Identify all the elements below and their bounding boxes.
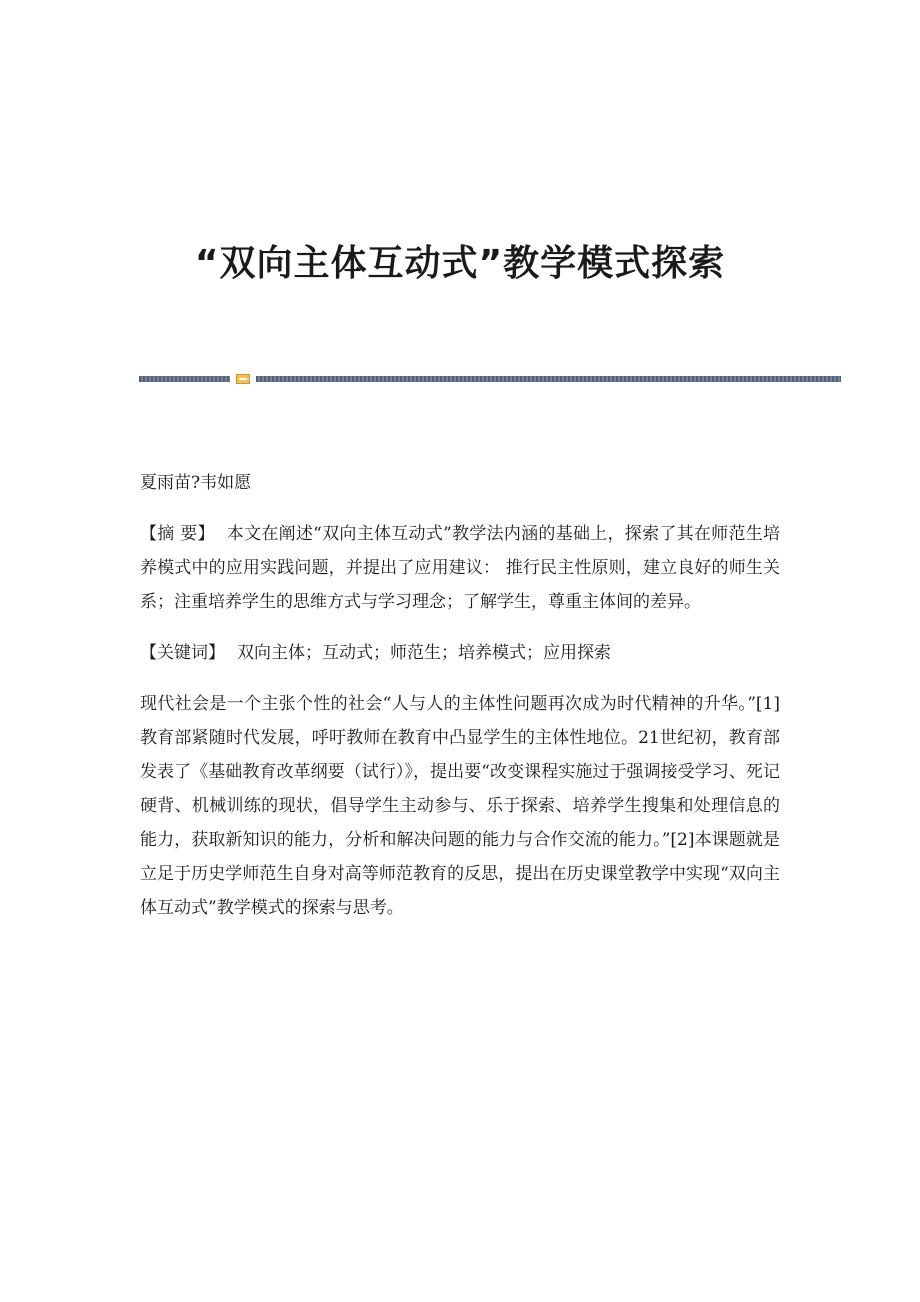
abstract-text: 本文在阐述“双向主体互动式”教学法内涵的基础上，探索了其在师范生培养模式中的应用实践问题，并提出了应用建议： 推行民主性原则，建立良好的师生关系；注重培养学生的思维方式与学习理念；了解学生，尊重主体间的差异。 — [140, 524, 781, 612]
body-paragraph: 现代社会是一个主张个性的社会“人与人的主体性问题再次成为时代精神的升华。”[1]教育部紧随时代发展，呼吁教师在教育中凸显学生的主体性地位。21世纪初，教育部发表了《基础教育改革纲要（试行）》，提出要“改变课程实施过于强调接受学习、死记硬背、机械训练的现状，倡导学生主动参与、乐于探索、培养学生搜集和处理信息的能力，获取新知识的能力，分析和解决问题的能力与合作交流的能力。”[2]本课题就是立足于历史学师范生自身对高等师范教育的反思，提出在历史课堂教学中实现“双向主体互动式”教学模式的探索与思考。 — [140, 694, 780, 918]
divider-emblem-icon — [236, 374, 250, 384]
keywords-text: 双向主体；互动式；师范生；培养模式；应用探索 — [237, 643, 611, 663]
document-title: “双向主体互动式”教学模式探索 — [194, 243, 726, 285]
document-body — [140, 466, 780, 925]
keywords-paragraph — [140, 636, 780, 670]
divider-bar-right — [256, 376, 841, 382]
abstract-label: 【摘 要】 — [140, 524, 215, 544]
title-divider — [139, 373, 841, 385]
abstract-paragraph — [140, 517, 780, 619]
keywords-label: 【关键词】 — [140, 643, 225, 663]
divider-bar-left — [139, 376, 230, 382]
author-line: 夏雨苗?韦如愿 — [140, 473, 252, 493]
